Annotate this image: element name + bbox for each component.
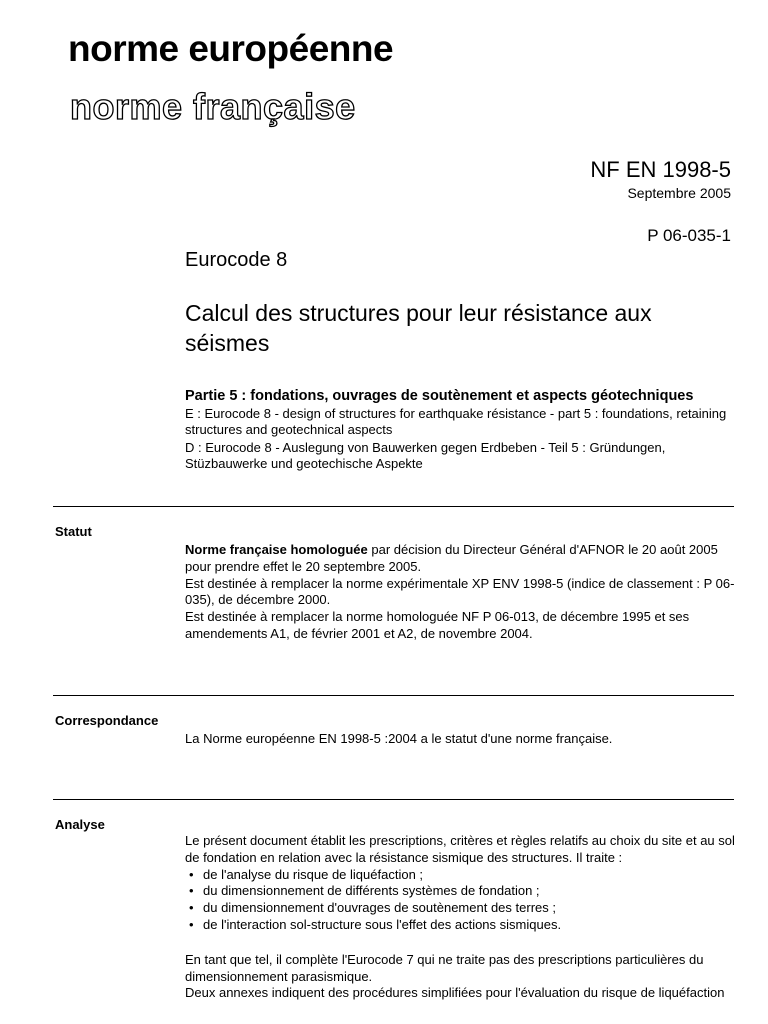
analyse-body — [185, 833, 745, 1002]
list-item: • de l'interaction sol-structure sous l'effet des actions sismiques. — [185, 917, 745, 934]
standard-reference: NF EN 1998-5 — [590, 157, 731, 182]
statut-body — [185, 542, 745, 643]
statut-paragraph-3: Est destinée à remplacer la norme homologuée NF P 06-013, de décembre 1995 et ses amendements A1, de février 2001 et A2, de novembre 2004. — [185, 609, 690, 641]
list-item: • du dimensionnement d'ouvrages de soutènement des terres ; — [185, 900, 745, 917]
divider — [53, 799, 734, 800]
list-item: • du dimensionnement de différents systèmes de fondation ; — [185, 883, 745, 900]
publication-date: Septembre 2005 — [627, 185, 731, 201]
document-title: Calcul des structures pour leur résistance aux séismes — [185, 300, 652, 356]
analyse-list — [185, 867, 745, 934]
german-translation: D : Eurocode 8 - Auslegung von Bauwerken gegen Erdbeben - Teil 5 : Gründungen, Stüzbauwerke und geotechische Aspekte — [185, 440, 666, 471]
statut-paragraph-2: Est destinée à remplacer la norme expérimentale XP ENV 1998-5 (indice de classement : P 06-035), de décembre 2000. — [185, 575, 735, 608]
list-item: • de l'analyse du risque de liquéfaction ; — [185, 867, 745, 884]
section-label-statut: Statut — [55, 524, 92, 539]
analyse-paragraph-3: Deux annexes indiquent des procédures simplifiées pour l'évaluation du risque de liquéfaction — [185, 985, 725, 1001]
section-label-analyse: Analyse — [55, 817, 105, 832]
divider — [53, 506, 734, 507]
series-name: Eurocode 8 — [185, 249, 288, 271]
statut-paragraph-1 — [185, 542, 745, 576]
correspondance-body: La Norme européenne EN 1998-5 :2004 a le statut d'une norme française. — [185, 731, 613, 746]
english-translation: E : Eurocode 8 - design of structures for earthquake résistance - part 5 : foundations, retaining structures and geotechnical aspects — [185, 406, 727, 437]
title-european: norme européenne — [68, 28, 394, 69]
statut-bold-lead: Norme française homologuée — [185, 542, 368, 557]
part-title: Partie 5 : fondations, ouvrages de soutènement et aspects géotechniques — [185, 388, 694, 404]
section-label-correspondance: Correspondance — [55, 713, 159, 728]
classification-code: P 06-035-1 — [647, 226, 731, 245]
analyse-intro: Le présent document établit les prescriptions, critères et règles relatifs au choix du site et au sol de fondation en relation avec la résistance sismique des structures. Il traite : — [185, 833, 735, 865]
divider — [53, 695, 734, 696]
title-french: norme française — [70, 86, 356, 127]
analyse-paragraph-2: En tant que tel, il complète l'Eurocode 7 qui ne traite pas des prescriptions particulières du dimensionnement parasismique. — [185, 951, 704, 984]
statut-lead-rest: par décision du Directeur Général d'AFNOR le 20 août 2005 pour prendre effet le 20 septembre 2005. — [185, 542, 718, 574]
